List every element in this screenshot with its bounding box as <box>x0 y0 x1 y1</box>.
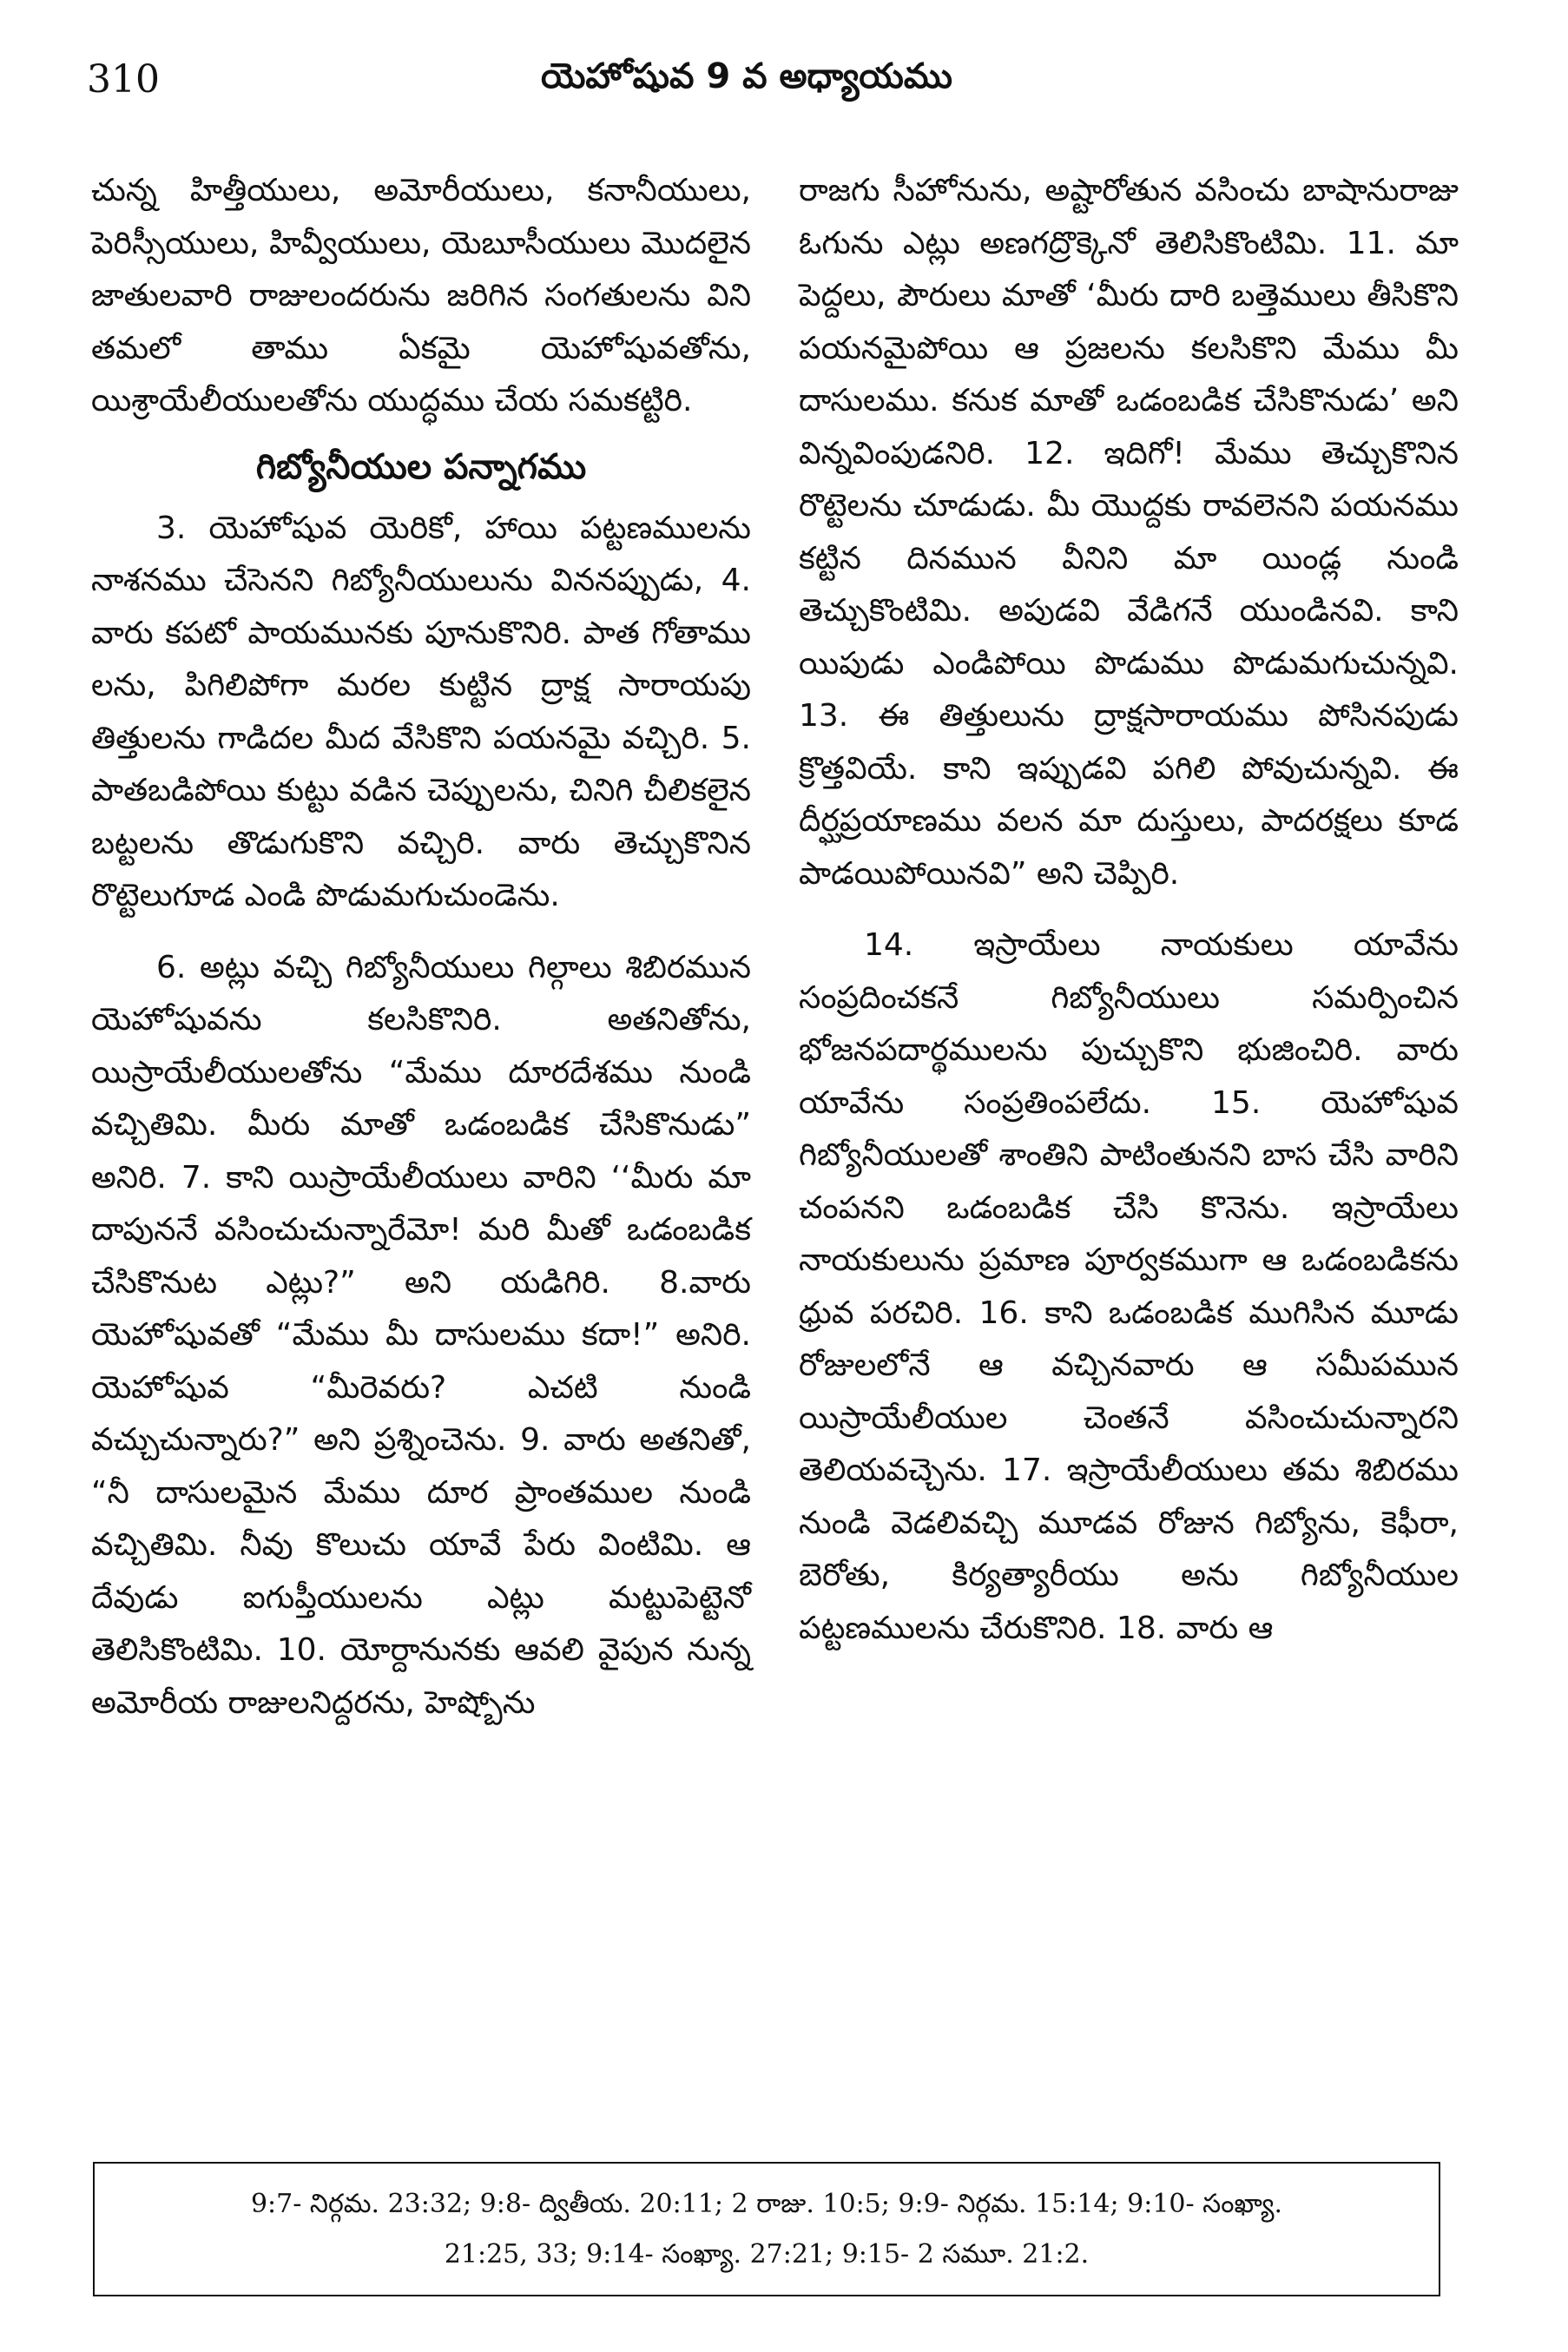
section-heading: గిబ్యోనీయుల పన్నాగము <box>255 446 587 487</box>
running-title: యెహోషువ 9 వ అధ్యాయము <box>540 56 952 96</box>
paragraph: 6. అట్లు వచ్చి గిబ్యోనీయులు గిల్గాలు శిబిరమున యెహోషువను కలసికొనిరి. అతనితోను, యిస్రాయేలీయులతోను “మేము దూరదేశము నుండి వచ్చితిమి. మీరు మాతో ఒడంబడిక చేసికొనుడు” అనిరి. 7. కాని యిస్రాయేలీయులు వారిని ‘‘మీరు మా దాపుననే వసించుచున్నారేమో! మరి మీతో ఒడంబడిక చేసికొనుట ఎట్లు?” అని యడిగిరి. 8.వారు యెహోషువతో “మేము మీ దాసులము కదా!” అనిరి. యెహోషువ “మీరెవరు? ఎచటి నుండి వచ్చుచున్నారు?” అని ప్రశ్నించెను. 9. వారు అతనితో, “నీ దాసులమైన మేము దూర ప్రాంతముల నుండి వచ్చితిమి. నీవు కొలుచు యావే పేరు వింటిమి. ఆ దేవుడు ఐగుప్తీయులను ఎట్లు మట్టుపెట్టెనో తెలిసికొంటిమి. 10. యోర్దానునకు ఆవలి వైపున నున్న అమోరీయ రాజులనిద్దరను, హెష్బోను <box>91 949 751 1721</box>
paragraph: 3. యెహోషువ యెరికో, హాయి పట్టణములను నాశనము చేసెనని గిబ్యోనీయులును విననప్పుడు, 4. వారు కపటో పాయమునకు పూనుకొనిరి. పాత గోతాము లను, పిగిలిపోగా మరల కుట్టిన ద్రాక్ష సారాయపు తిత్తులను గాడిదల మీద వేసికొని పయనమై వచ్చిరి. 5. పాతబడిపోయి కుట్టు వడిన చెప్పులను, చినిగి చీలికలైన బట్టలను తొడుగుకొని వచ్చిరి. వారు తెచ్చుకొనిన రొట్టెలుగూడ ఎండి పొడుమగుచుండెను. <box>91 510 751 913</box>
footnote-line: 9:7- నిర్గమ. 23:32; 9:8- ద్వితీయ. 20:11; 2 రాజు. 10:5; 9:9- నిర్గమ. 15:14; 9:10- సంఖ్యా. <box>250 2189 1283 2219</box>
paragraph: చున్న హిత్తీయులు, అమోరీయులు, కనానీయులు, పెరిస్సీయులు, హివ్వీయులు, యెబూసీయులు మొదలైన జాతులవారి రాజులందరును జరిగిన సంగతులను విని తమలో తాము ఏకమై యెహోషువతోను, యిశ్రాయేలీయులతోను యుద్ధము చేయ సమకట్టిరి. <box>91 173 751 418</box>
paragraph: రాజగు సీహోనును, అష్టారోతున వసించు బాషానురాజు ఓగును ఎట్లు అణగద్రొక్కెనో తెలిసికొంటిమి. 11. మా పెద్దలు, పౌరులు మాతో ‘మీరు దారి బత్తెములు తీసికొని పయనమైపోయి ఆ ప్రజలను కలసికొని మేము మీ దాసులము. కనుక మాతో ఒడంబడిక చేసికొనుడు’ అని విన్నవింపుడనిరి. 12. ఇదిగో! మేము తెచ్చుకొనిన రొట్టెలను చూడుడు. మీ యొద్దకు రావలెనని పయనము కట్టిన దినమున వీనిని మా యిండ్ల నుండి తెచ్చుకొంటిమి. అపుడవి వేడిగనే యుండినవి. కాని యిపుడు ఎండిపోయి పొడుము పొడుమగుచున్నవి. 13. ఈ తిత్తులును ద్రాక్షసారాయము పోసినపుడు క్రొత్తవియే. కాని ఇప్పుడవి పగిలి పోవుచున్నవి. ఈ దీర్ఘప్రయాణము వలన మా దుస్తులు, పాదరక్షలు కూడ పాడయిపోయినవి” అని చెప్పిరి. <box>799 173 1459 892</box>
page-header <box>0 0 1568 130</box>
left-column <box>91 165 751 1729</box>
footnote-line: 21:25, 33; 9:14- సంఖ్యా. 27:21; 9:15- 2 సమూ. 21:2. <box>444 2239 1090 2270</box>
right-column <box>799 165 1459 1655</box>
cross-reference-footnotes <box>93 2162 1440 2296</box>
paragraph: 14. ఇస్రాయేలు నాయకులు యావేను సంప్రదించకనే గిబ్యోనీయులు సమర్పించిన భోజనపదార్థములను పుచ్చుకొని భుజించిరి. వారు యావేను సంప్రతింపలేదు. 15. యెహోషువ గిబ్యోనీయులతో శాంతిని పాటింతునని బాస చేసి వారిని చంపనని ఒడంబడిక చేసి కొనెను. ఇస్రాయేలు నాయకులును ప్రమాణ పూర్వకముగా ఆ ఒడంబడికను ధ్రువ పరచిరి. 16. కాని ఒడంబడిక ముగిసిన మూడు రోజులలోనే ఆ వచ్చినవారు ఆ సమీపమున యిస్రాయేలీయుల చెంతనే వసించుచున్నారని తెలియవచ్చెను. 17. ఇస్రాయేలీయులు తమ శిబిరము నుండి వెడలివచ్చి మూడవ రోజున గిబ్యోను, కెఫీరా, బెరోతు, కిర్యత్యారీయు అను గిబ్యోనీయుల పట్టణములను చేరుకొనిరి. 18. వారు ఆ <box>799 927 1459 1646</box>
page-number: 310 <box>87 57 160 102</box>
